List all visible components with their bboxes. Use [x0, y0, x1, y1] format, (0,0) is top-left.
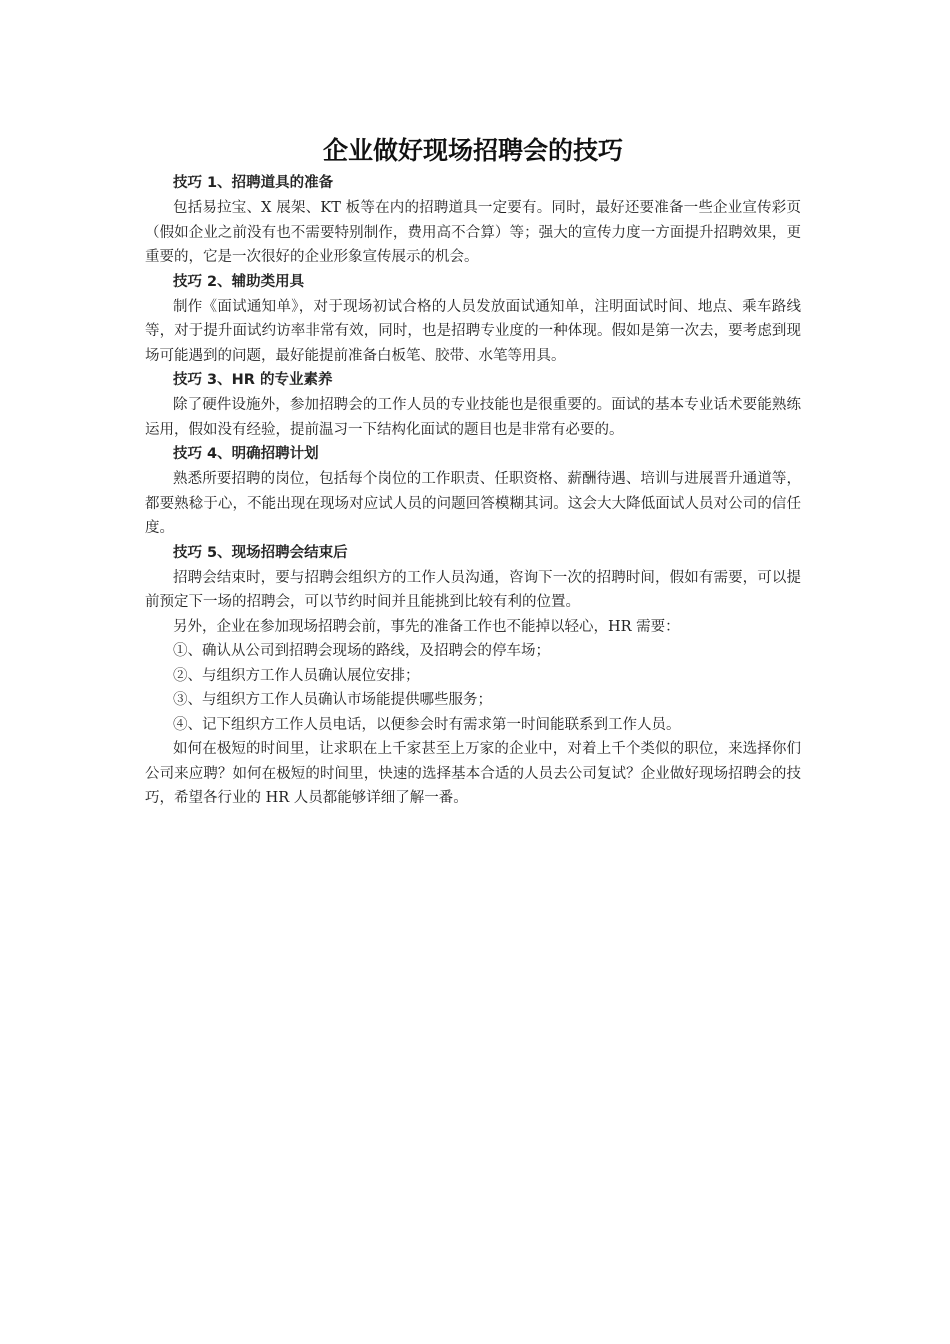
extra-intro-paragraph: 另外，企业在参加现场招聘会前，事先的准备工作也不能掉以轻心，HR 需要：: [173, 618, 680, 635]
checklist: [145, 639, 801, 737]
section-heading: 技巧 5、现场招聘会结束后: [173, 544, 348, 561]
checklist-item: ③、与组织方工作人员确认市场能提供哪些服务；: [173, 692, 492, 708]
section-body: 熟悉所要招聘的岗位，包括每个岗位的工作职责、任职资格、薪酬待遇、培训与进展晋升通道等，都要熟稔于心，不能出现在现场对应试人员的问题回答模糊其词。这会大大降低面试人员对公司的信任度。: [145, 471, 801, 536]
section-body: 包括易拉宝、X 展架、KT 板等在内的招聘道具一定要有。同时，最好还要准备一些企业宣传彩页（假如企业之前没有也不需要特别制作，费用高不合算）等；强大的宣传力度一方面提升招聘效果，更重要的，它是一次很好的企业形象宣传展示的机会。: [145, 200, 801, 265]
section-2: [145, 270, 801, 369]
section-heading: 技巧 3、HR 的专业素养: [173, 372, 333, 388]
section-heading: 技巧 2、辅助类用具: [173, 273, 305, 290]
section-4: [145, 442, 801, 541]
section-5: [145, 541, 801, 615]
checklist-item: ④、记下组织方工作人员电话，以便参会时有需求第一时间能联系到工作人员。: [173, 716, 681, 733]
section-heading: 技巧 1、招聘道具的准备: [173, 175, 334, 191]
section-body: 除了硬件设施外，参加招聘会的工作人员的专业技能也是很重要的。面试的基本专业话术要能熟练运用，假如没有经验，提前温习一下结构化面试的题目也是非常有必要的。: [145, 397, 801, 438]
section-body: 招聘会结束时，要与招聘会组织方的工作人员沟通，咨询下一次的招聘时间，假如有需要，可以提前预定下一场的招聘会，可以节约时间并且能挑到比较有利的位置。: [145, 569, 801, 610]
closing-paragraph: 如何在极短的时间里，让求职在上千家甚至上万家的企业中，对着上千个类似的职位，来选择你们公司来应聘？如何在极短的时间里，快速的选择基本合适的人员去公司复试？企业做好现场招聘会的技巧，希望各行业的 HR 人员都能够详细了解一番。: [145, 741, 801, 806]
section-body: 制作《面试通知单》，对于现场初试合格的人员发放面试通知单，注明面试时间、地点、乘车路线等，对于提升面试约访率非常有效，同时，也是招聘专业度的一种体现。假如是第一次去，要考虑到现场可能遇到的问题，最好能提前准备白板笔、胶带、水笔等用具。: [145, 298, 801, 364]
document-page: [145, 133, 801, 811]
section-heading: 技巧 4、明确招聘计划: [173, 446, 319, 462]
section-3: [145, 368, 801, 442]
checklist-item: ②、与组织方工作人员确认展位安排；: [173, 667, 420, 684]
page-title: 企业做好现场招聘会的技巧: [322, 136, 623, 165]
checklist-item: ①、确认从公司到招聘会现场的路线，及招聘会的停车场；: [173, 643, 550, 659]
section-1: [145, 171, 801, 270]
